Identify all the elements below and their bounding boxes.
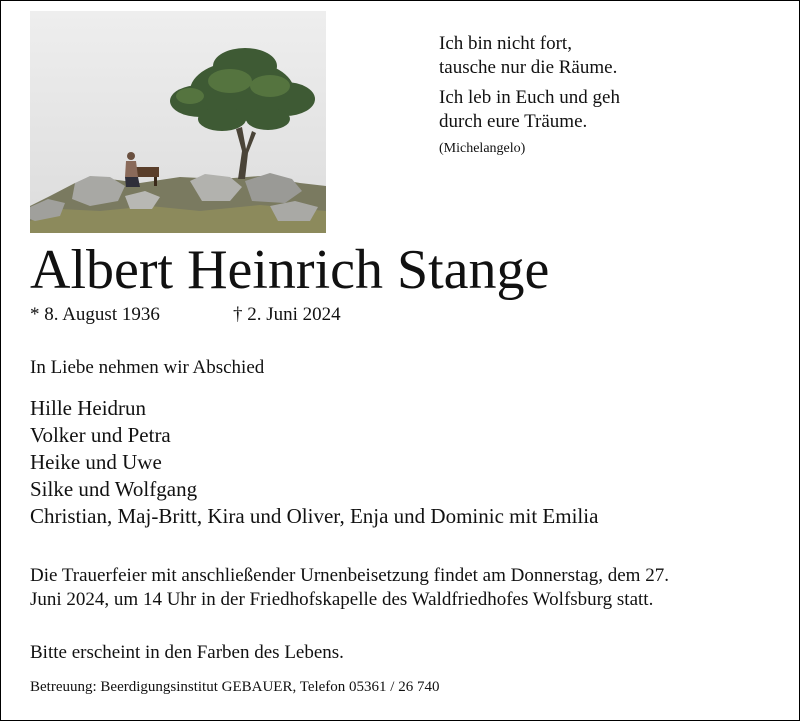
life-dates	[30, 303, 341, 327]
death-date: † 2. Juni 2024	[233, 304, 341, 325]
family-member: Silke und Wolfgang	[30, 477, 198, 501]
ceremony-notice: Die Trauerfeier mit anschließender Urnenbeisetzung findet am Donnerstag, dem 27. Juni 2024, um 14 Uhr in der Friedhofskapelle des Waldfriedhofes Wolfsburg statt.	[30, 565, 669, 610]
family-member: Volker und Petra	[30, 423, 171, 447]
deceased-name: Albert Heinrich Stange	[30, 239, 550, 301]
colors-request: Bitte erscheint in den Farben des Lebens.	[30, 642, 344, 663]
poem	[439, 32, 620, 158]
memorial-photo	[30, 11, 326, 233]
family-member: Heike und Uwe	[30, 450, 162, 474]
family-member: Hille Heidrun	[30, 396, 147, 420]
poem-line: Ich leb in Euch und geh	[439, 87, 620, 108]
poem-stanza-1	[439, 32, 620, 80]
poem-line: durch eure Träume.	[439, 111, 588, 132]
poem-line: tausche nur die Räume.	[439, 57, 618, 78]
poem-stanza-2	[439, 86, 620, 134]
family-member: Christian, Maj-Britt, Kira und Oliver, Enja und Dominic mit Emilia	[30, 504, 599, 528]
farewell-intro: In Liebe nehmen wir Abschied	[30, 357, 265, 378]
family-list	[30, 395, 598, 530]
birth-date: * 8. August 1936	[30, 304, 160, 325]
poem-author: (Michelangelo)	[439, 141, 526, 156]
funeral-home-info: Betreuung: Beerdigungsinstitut GEBAUER, Telefon 05361 / 26 740	[30, 679, 440, 695]
poem-line: Ich bin nicht fort,	[439, 33, 572, 54]
